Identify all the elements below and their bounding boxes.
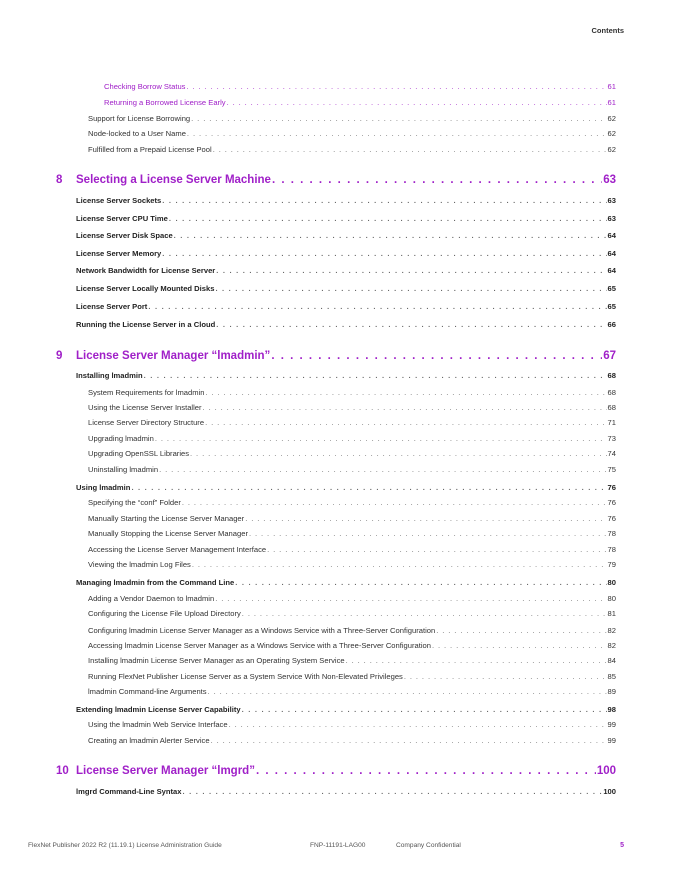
toc-dot-leader <box>272 174 602 186</box>
toc-entry[interactable] <box>56 609 616 618</box>
toc-page-number: 62 <box>607 114 616 123</box>
toc-dot-leader <box>436 626 606 635</box>
toc-entry[interactable] <box>56 418 616 427</box>
toc-entry[interactable] <box>56 641 616 650</box>
toc-entry[interactable] <box>56 266 616 275</box>
toc-dot-leader <box>229 720 607 729</box>
toc-entry[interactable] <box>56 320 616 329</box>
toc-entry-label: Checking Borrow Status <box>104 82 186 91</box>
toc-page-number: 76 <box>607 498 616 507</box>
toc-entry-label: System Requirements for lmadmin <box>88 388 205 397</box>
toc-page-number: 78 <box>607 529 616 538</box>
toc-entry[interactable] <box>56 465 616 474</box>
toc-page-number: 64 <box>607 231 616 240</box>
toc-entry-label: Using lmadmin <box>76 483 131 492</box>
toc-page-number: 61 <box>607 82 616 91</box>
toc-chapter-entry[interactable] <box>56 765 616 777</box>
toc-page-number: 89 <box>607 687 616 696</box>
toc-dot-leader <box>211 736 607 745</box>
toc-dot-leader <box>346 656 607 665</box>
toc-entry-label: Manually Stopping the License Server Manager <box>88 529 248 538</box>
toc-entry-label: Running the License Server in a Cloud <box>76 320 216 329</box>
toc-dot-leader <box>169 214 607 223</box>
toc-entry-label: License Server Manager “lmgrd” <box>76 765 255 777</box>
toc-entry-label: License Server Disk Space <box>76 231 173 240</box>
toc-page-number: 63 <box>607 196 616 205</box>
toc-dot-leader <box>256 765 596 777</box>
toc-dot-leader <box>159 465 606 474</box>
toc-entry-label: Using the lmadmin Web Service Interface <box>88 720 228 729</box>
toc-entry[interactable] <box>56 231 616 240</box>
toc-chapter-entry[interactable] <box>56 174 616 186</box>
toc-entry[interactable] <box>56 129 616 138</box>
toc-entry[interactable] <box>56 434 616 443</box>
toc-page-number: 75 <box>607 465 616 474</box>
footer-confidentiality: Company Confidential <box>396 842 461 849</box>
toc-dot-leader <box>245 514 606 523</box>
toc-entry-label: License Server Manager “lmadmin” <box>76 350 271 362</box>
footer-page-number: 5 <box>620 842 624 849</box>
toc-entry-label: Uninstalling lmadmin <box>88 465 159 474</box>
toc-chapter-entry[interactable] <box>56 350 616 362</box>
toc-dot-leader <box>162 196 606 205</box>
toc-page-number: 73 <box>607 434 616 443</box>
toc-page-number: 82 <box>607 626 616 635</box>
toc-entry-label: Selecting a License Server Machine <box>76 174 271 186</box>
toc-dot-leader <box>215 284 606 293</box>
toc-dot-leader <box>271 350 602 362</box>
toc-page-number: 82 <box>607 641 616 650</box>
toc-entry-label: Support for License Borrowing <box>88 114 191 123</box>
toc-page-number: 62 <box>607 145 616 154</box>
toc-dot-leader <box>242 705 607 714</box>
toc-entry-label: Installing lmadmin License Server Manager as an Operating System Service <box>88 656 345 665</box>
toc-page-number: 68 <box>607 403 616 412</box>
toc-entry[interactable] <box>56 560 616 569</box>
toc-entry[interactable] <box>56 529 616 538</box>
toc-page-number: 67 <box>603 350 616 362</box>
toc-entry[interactable] <box>56 483 616 492</box>
toc-dot-leader <box>174 231 607 240</box>
toc-entry[interactable] <box>56 687 616 696</box>
toc-entry[interactable] <box>56 449 616 458</box>
toc-dot-leader <box>205 388 606 397</box>
toc-page-number: 100 <box>603 787 616 796</box>
toc-entry[interactable] <box>56 626 616 635</box>
toc-page-number: 61 <box>607 98 616 107</box>
toc-entry[interactable] <box>56 82 616 91</box>
toc-dot-leader <box>144 371 607 380</box>
toc-page-number: 80 <box>607 594 616 603</box>
toc-entry[interactable] <box>56 545 616 554</box>
toc-entry[interactable] <box>56 514 616 523</box>
toc-dot-leader <box>148 302 606 311</box>
toc-entry[interactable] <box>56 214 616 223</box>
toc-page-number: 65 <box>607 302 616 311</box>
toc-page-number: 80 <box>607 578 616 587</box>
toc-entry-label: License Server Port <box>76 302 148 311</box>
toc-entry-label: License Server Locally Mounted Disks <box>76 284 215 293</box>
toc-entry-label: Upgrading OpenSSL Libraries <box>88 449 190 458</box>
toc-dot-leader <box>432 641 607 650</box>
footer-doc-code: FNP-11191-LAG00 <box>310 842 366 849</box>
toc-entry[interactable] <box>56 594 616 603</box>
toc-page-number: 65 <box>607 284 616 293</box>
toc-page-number: 81 <box>607 609 616 618</box>
toc-page-number: 99 <box>607 720 616 729</box>
toc-entry[interactable] <box>56 145 616 154</box>
toc-page-number: 74 <box>607 449 616 458</box>
toc-entry[interactable] <box>56 371 616 380</box>
toc-entry-label: Extending lmadmin License Server Capability <box>76 705 241 714</box>
toc-dot-leader <box>131 483 606 492</box>
toc-dot-leader <box>213 145 607 154</box>
toc-entry-label: Returning a Borrowed License Early <box>104 98 226 107</box>
toc-page-number: 79 <box>607 560 616 569</box>
toc-dot-leader <box>186 82 606 91</box>
toc-entry-label: License Server Directory Structure <box>88 418 205 427</box>
toc-entry[interactable] <box>56 114 616 123</box>
toc-dot-leader <box>208 687 607 696</box>
toc-dot-leader <box>216 266 606 275</box>
toc-page-number: 63 <box>607 214 616 223</box>
toc-dot-leader <box>216 320 606 329</box>
toc-chapter-number: 10 <box>56 765 69 777</box>
toc-page-number: 71 <box>607 418 616 427</box>
toc-dot-leader <box>162 249 606 258</box>
toc-entry-label: Using the License Server Installer <box>88 403 202 412</box>
toc-page-number: 78 <box>607 545 616 554</box>
toc-page-number: 98 <box>607 705 616 714</box>
toc-page-number: 62 <box>607 129 616 138</box>
toc-entry[interactable] <box>56 249 616 258</box>
toc-entry-label: Adding a Vendor Daemon to lmadmin <box>88 594 215 603</box>
toc-dot-leader <box>235 578 606 587</box>
toc-page-number: 99 <box>607 736 616 745</box>
toc-entry[interactable] <box>56 388 616 397</box>
toc-dot-leader <box>215 594 606 603</box>
toc-page-number: 100 <box>596 765 616 777</box>
toc-page-number: 68 <box>607 371 616 380</box>
toc-entry-label: Viewing the lmadmin Log Files <box>88 560 191 569</box>
toc-entry-label: lmadmin Command-line Arguments <box>88 687 207 696</box>
toc-page-number: 85 <box>607 672 616 681</box>
toc-dot-leader <box>242 609 607 618</box>
toc-entry-label: Accessing lmadmin License Server Manager as a Windows Service with a Three-Server Configuration <box>88 641 431 650</box>
toc-entry[interactable] <box>56 736 616 745</box>
toc-page-number: 64 <box>607 249 616 258</box>
toc-page-number: 68 <box>607 388 616 397</box>
toc-entry[interactable] <box>56 284 616 293</box>
toc-page-number: 84 <box>607 656 616 665</box>
toc-chapter-number: 8 <box>56 174 63 186</box>
toc-dot-leader <box>192 560 607 569</box>
toc-dot-leader <box>191 114 606 123</box>
footer-doc-title: FlexNet Publisher 2022 R2 (11.19.1) License Administration Guide <box>28 842 222 849</box>
toc-entry-label: License Server CPU Time <box>76 214 168 223</box>
toc-entry-label: Node-locked to a User Name <box>88 129 186 138</box>
toc-entry-label: License Server Memory <box>76 249 162 258</box>
toc-page-number: 76 <box>607 483 616 492</box>
toc-entry-label: lmgrd Command-Line Syntax <box>76 787 182 796</box>
toc-dot-leader <box>203 403 607 412</box>
toc-entry[interactable] <box>56 498 616 507</box>
toc-entry-label: Network Bandwidth for License Server <box>76 266 216 275</box>
toc-page-number: 66 <box>607 320 616 329</box>
toc-page-number: 76 <box>607 514 616 523</box>
toc-dot-leader <box>155 434 607 443</box>
toc-entry-label: License Server Sockets <box>76 196 162 205</box>
toc-entry[interactable] <box>56 720 616 729</box>
toc-entry[interactable] <box>56 98 616 107</box>
toc-dot-leader <box>182 787 602 796</box>
toc-dot-leader <box>267 545 606 554</box>
toc-entry-label: Specifying the “conf” Folder <box>88 498 181 507</box>
toc-entry[interactable] <box>56 196 616 205</box>
toc-entry-label: Upgrading lmadmin <box>88 434 154 443</box>
toc-dot-leader <box>404 672 607 681</box>
toc-dot-leader <box>187 129 607 138</box>
toc-page-number: 63 <box>603 174 616 186</box>
toc-entry[interactable] <box>56 302 616 311</box>
toc-entry-label: Installing lmadmin <box>76 371 143 380</box>
toc-entry[interactable] <box>56 672 616 681</box>
toc-entry-label: Creating an lmadmin Alerter Service <box>88 736 210 745</box>
toc-entry[interactable] <box>56 787 616 796</box>
toc-dot-leader <box>227 98 607 107</box>
toc-dot-leader <box>190 449 607 458</box>
toc-dot-leader <box>182 498 607 507</box>
toc-entry[interactable] <box>56 403 616 412</box>
running-header-title: Contents <box>591 26 624 35</box>
toc-entry[interactable] <box>56 656 616 665</box>
toc-dot-leader <box>249 529 607 538</box>
toc-entry-label: Running FlexNet Publisher License Server as a System Service With Non-Elevated Privileges <box>88 672 403 681</box>
toc-dot-leader <box>205 418 606 427</box>
toc-chapter-number: 9 <box>56 350 63 362</box>
toc-entry[interactable] <box>56 578 616 587</box>
toc-entry-label: Configuring lmadmin License Server Manager as a Windows Service with a Three-Server Configuration <box>88 626 436 635</box>
toc-page-number: 64 <box>607 266 616 275</box>
toc-entry-label: Configuring the License File Upload Directory <box>88 609 241 618</box>
toc-entry-label: Manually Starting the License Server Manager <box>88 514 245 523</box>
toc-entry[interactable] <box>56 705 616 714</box>
toc-entry-label: Accessing the License Server Management Interface <box>88 545 267 554</box>
toc-entry-label: Managing lmadmin from the Command Line <box>76 578 235 587</box>
toc-entry-label: Fulfilled from a Prepaid License Pool <box>88 145 212 154</box>
